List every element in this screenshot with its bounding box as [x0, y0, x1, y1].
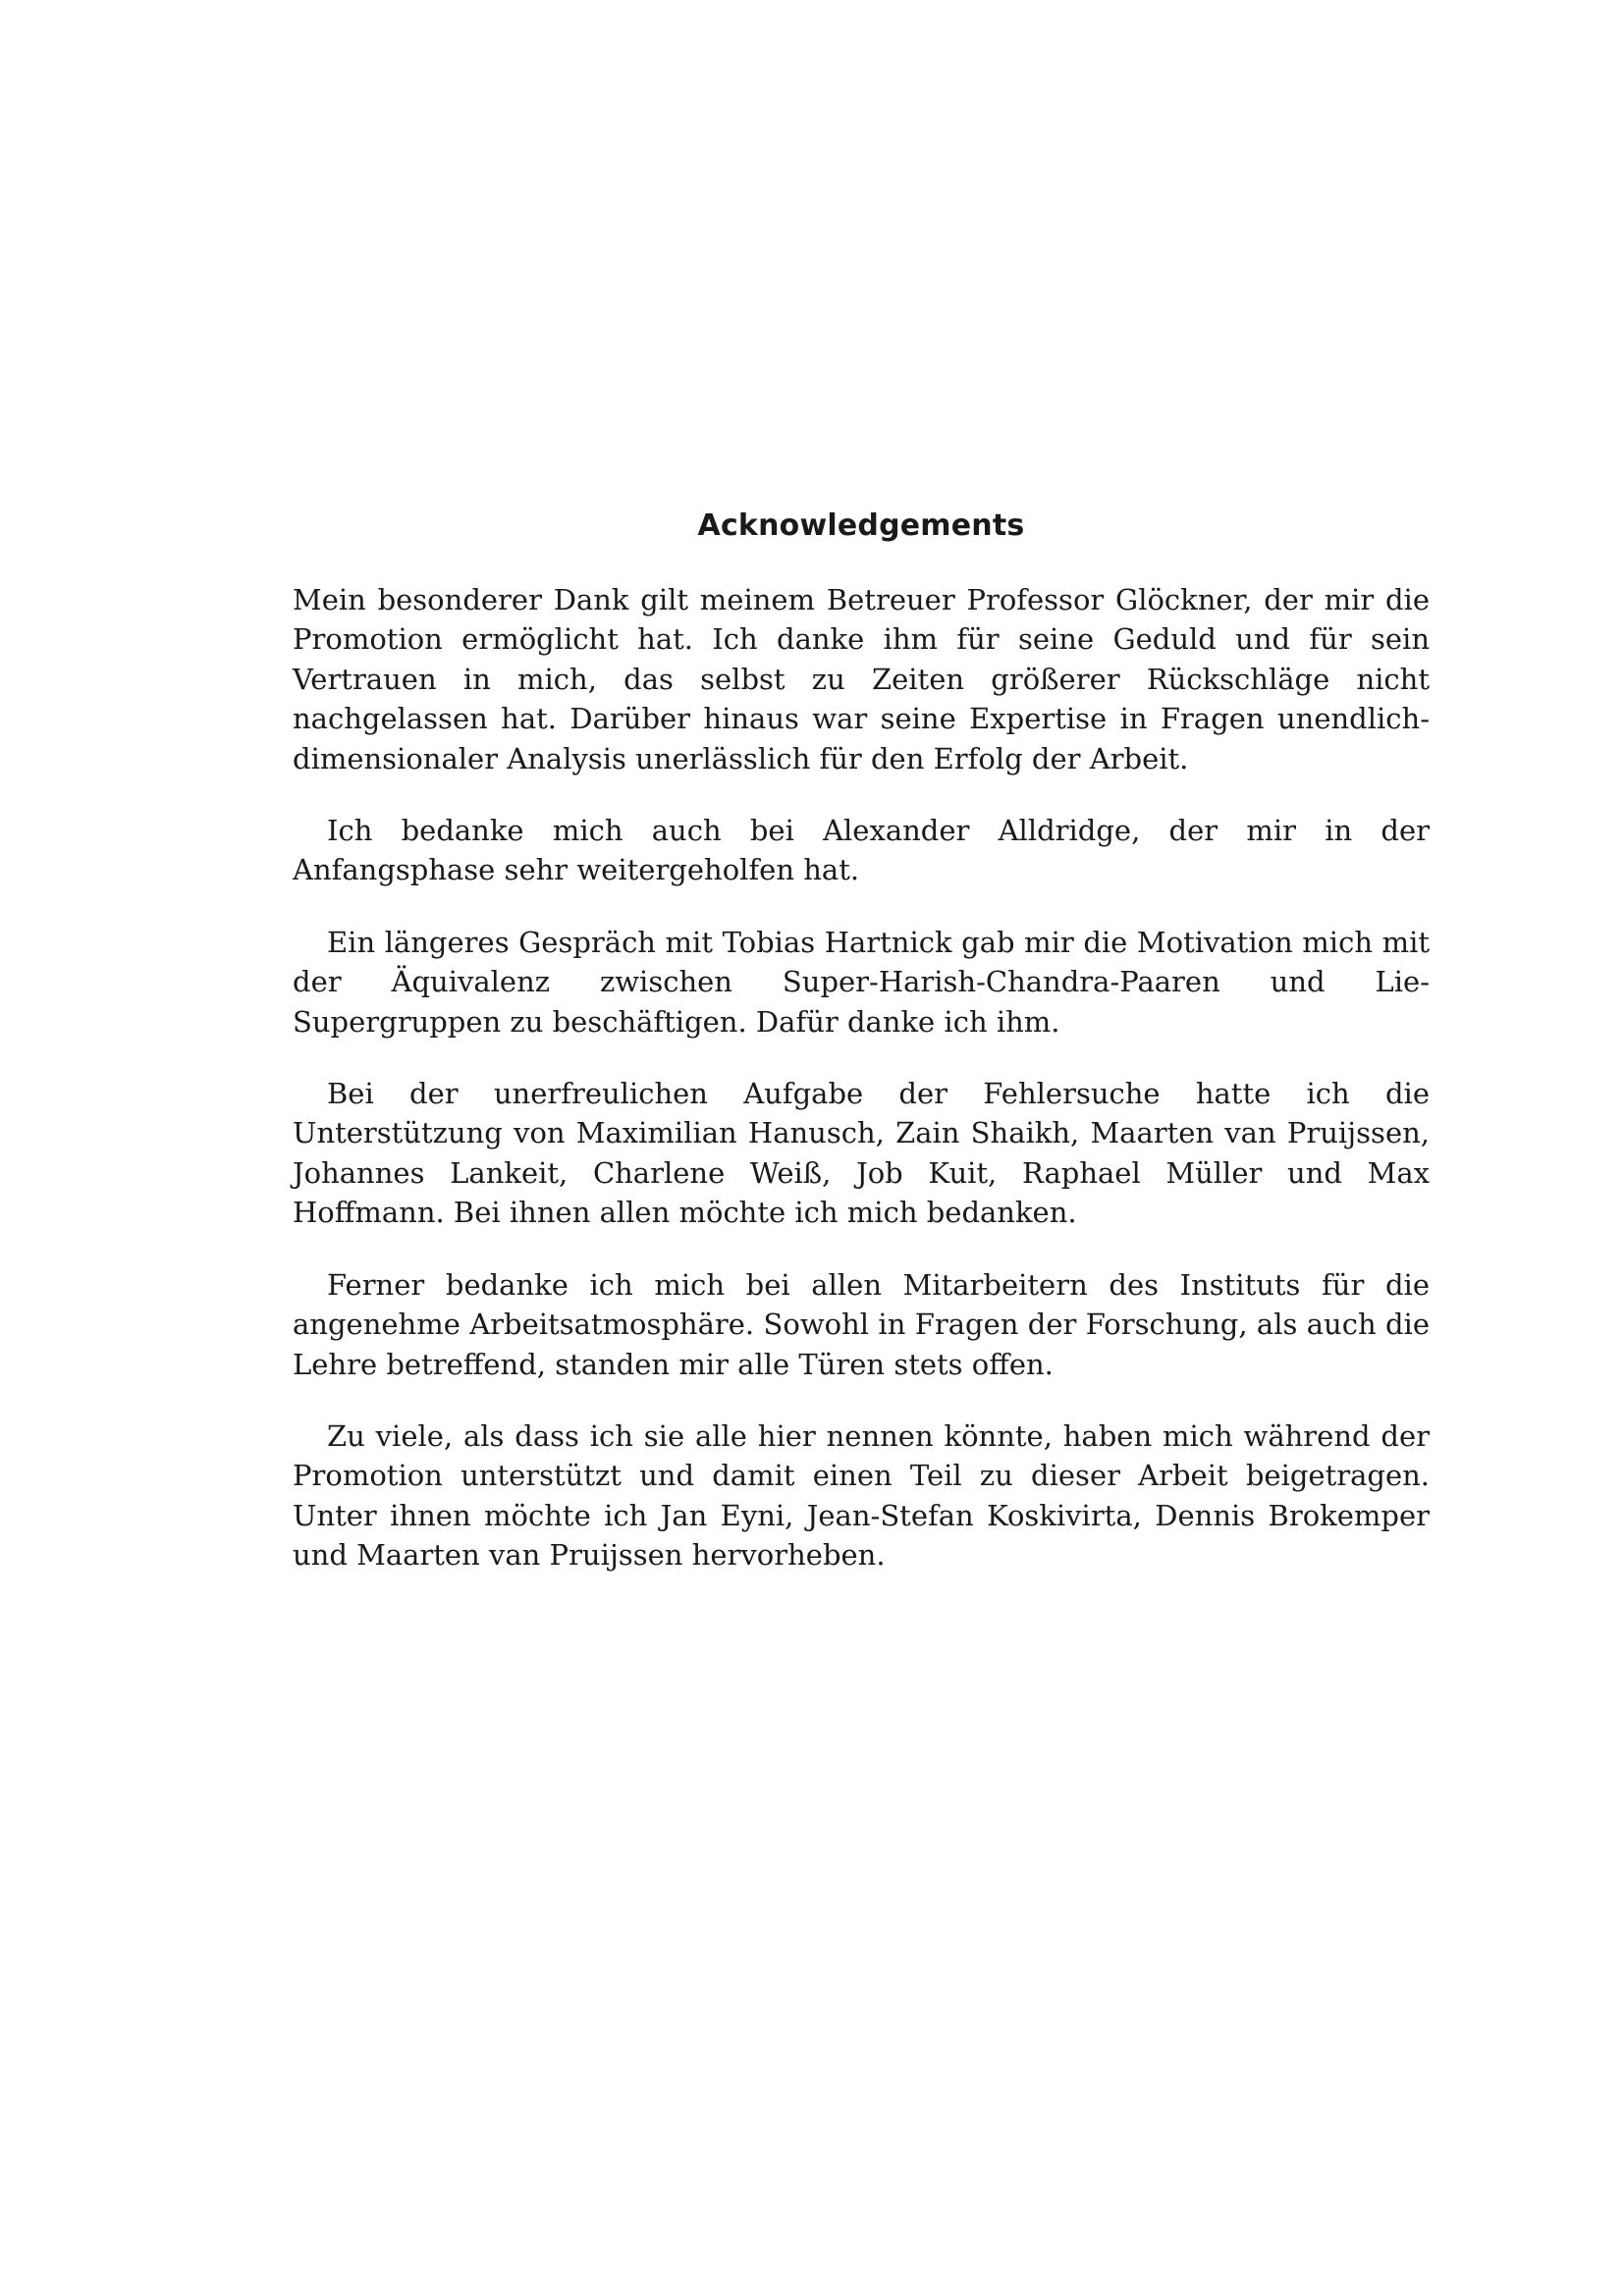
paragraph-supervisor: Mein besonderer Dank gilt meinem Betreuer Professor Glöckner, der mir die Promotion ermöglicht hat. Ich danke ihm für seine Geduld und für sein Vertrauen in mich, das selbst zu Zeiten größerer Rückschläge nicht nachgelassen hat. Darüber hinaus war seine Expertise in Fragen unendlich-dimensionaler Analysis unerlässlich für den Erfolg der Arbeit. [293, 583, 1430, 775]
acknowledgements-section [293, 508, 1430, 1575]
paragraph-others: Zu viele, als dass ich sie alle hier nennen könnte, haben mich während der Promotion unterstützt und damit einen Teil zu dieser Arbeit beigetragen. Unter ihnen möchte ich Jan Eyni, Jean-Stefan Koskivirta, Dennis Brokemper und Maarten van Pruijssen hervorheben. [293, 1418, 1430, 1573]
paragraph-hartnick: Ein längeres Gespräch mit Tobias Hartnick gab mir die Motivation mich mit der Äquivalenz zwischen Super-Harish-Chandra-Paaren und Lie-Supergruppen zu beschäftigen. Dafür danke ich ihm. [293, 925, 1430, 1039]
paragraph-proofreaders: Bei der unerfreulichen Aufgabe der Fehlersuche hatte ich die Unterstützung von Maximilian Hanusch, Zain Shaikh, Maarten van Pruijssen, Johannes Lankeit, Charlene Weiß, Job Kuit, Raphael Müller und Max Hoffmann. Bei ihnen allen möchte ich mich bedanken. [293, 1077, 1430, 1230]
section-heading: Acknowledgements [697, 508, 1025, 543]
paragraph-institute: Ferner bedanke ich mich bei allen Mitarbeitern des Instituts für die angenehme Arbeitsatmosphäre. Sowohl in Fragen der Forschung, als auch die Lehre betreffend, standen mir alle Türen stets offen. [293, 1267, 1430, 1381]
paragraph-alldridge: Ich bedanke mich auch bei Alexander Alldridge, der mir in der Anfangsphase sehr weitergeholfen hat. [293, 814, 1430, 887]
